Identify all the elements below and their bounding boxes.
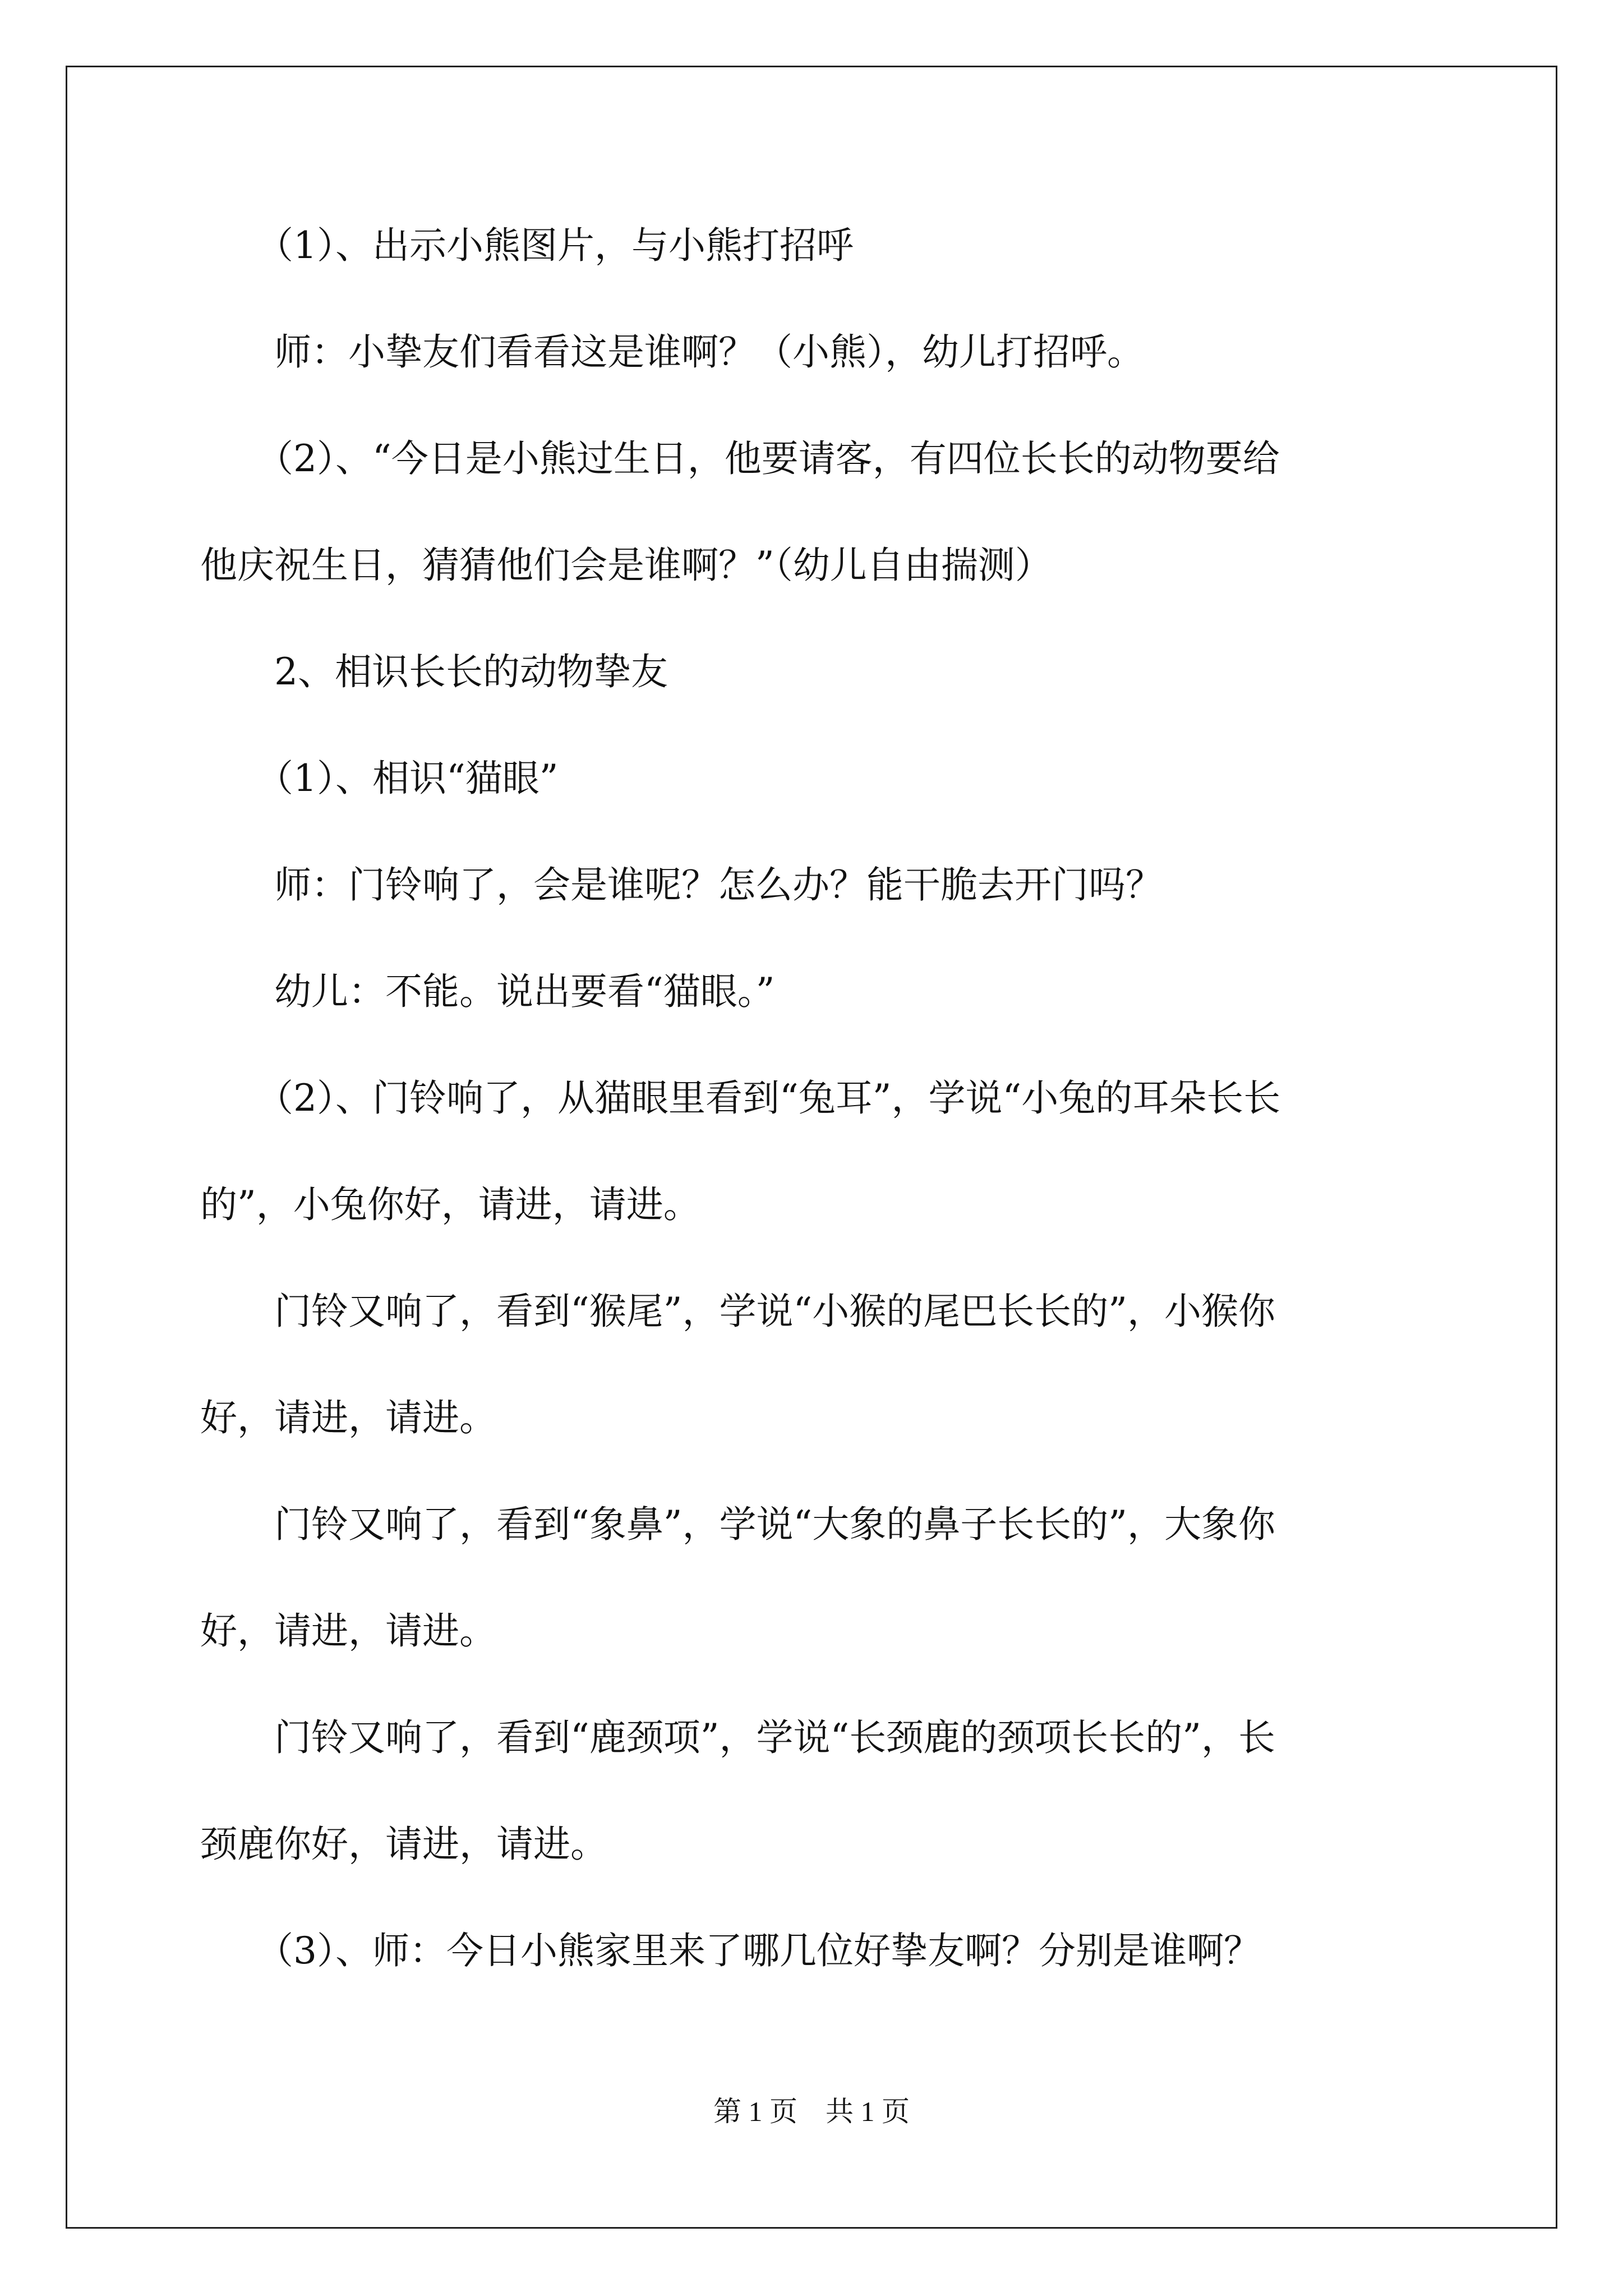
paragraph-2-line-1: 师：小挚友们看看这是谁啊？（小熊），幼儿打招呼。 <box>274 330 1144 374</box>
page-total: 共 1 页 <box>826 2096 910 2127</box>
paragraph-10-line-1: 门铃又响了，看到“象鼻”，学说“大象的鼻子长长的”，大象你 <box>274 1503 1275 1546</box>
paragraph-12-line-1: （3）、师：今日小熊家里来了哪几位好挚友啊？分别是谁啊？ <box>256 1929 1261 1972</box>
page-footer <box>0 2095 1623 2128</box>
paragraph-4-line-1: 2、相识长长的动物挚友 <box>274 650 668 693</box>
paragraph-6-line-1: 师：门铃响了，会是谁呢？怎么办？能干脆去开门吗？ <box>274 863 1163 907</box>
page-border <box>66 66 1557 2229</box>
paragraph-9-line-1: 门铃又响了，看到“猴尾”，学说“小猴的尾巴长长的”，小猴你 <box>274 1290 1275 1333</box>
paragraph-11-line-1: 门铃又响了，看到“鹿颈项”，学说“长颈鹿的颈项长长的”，长 <box>274 1716 1275 1759</box>
paragraph-3-line-2: 他庆祝生日，猜猜他们会是谁啊？”（幼儿自由揣测） <box>200 544 1052 587</box>
paragraph-8-line-1: （2）、门铃响了，从猫眼里看到“兔耳”，学说“小兔的耳朵长长 <box>256 1076 1281 1120</box>
page-number: 第 1 页 <box>713 2096 797 2127</box>
paragraph-1-line-1: （1）、出示小熊图片，与小熊打招呼 <box>256 224 854 267</box>
paragraph-8-line-2: 的”，小兔你好，请进，请进。 <box>200 1183 700 1226</box>
paragraph-3-line-1: （2）、“今日是小熊过生日，他要请客，有四位长长的动物要给 <box>256 437 1280 480</box>
paragraph-9-line-2: 好，请进，请进。 <box>200 1396 496 1439</box>
paragraph-11-line-2: 颈鹿你好，请进，请进。 <box>200 1823 607 1866</box>
paragraph-5-line-1: （1）、相识“猫眼” <box>256 757 559 800</box>
paragraph-10-line-2: 好，请进，请进。 <box>200 1609 496 1653</box>
paragraph-7-line-1: 幼儿：不能。说出要看“猫眼。” <box>274 970 775 1013</box>
